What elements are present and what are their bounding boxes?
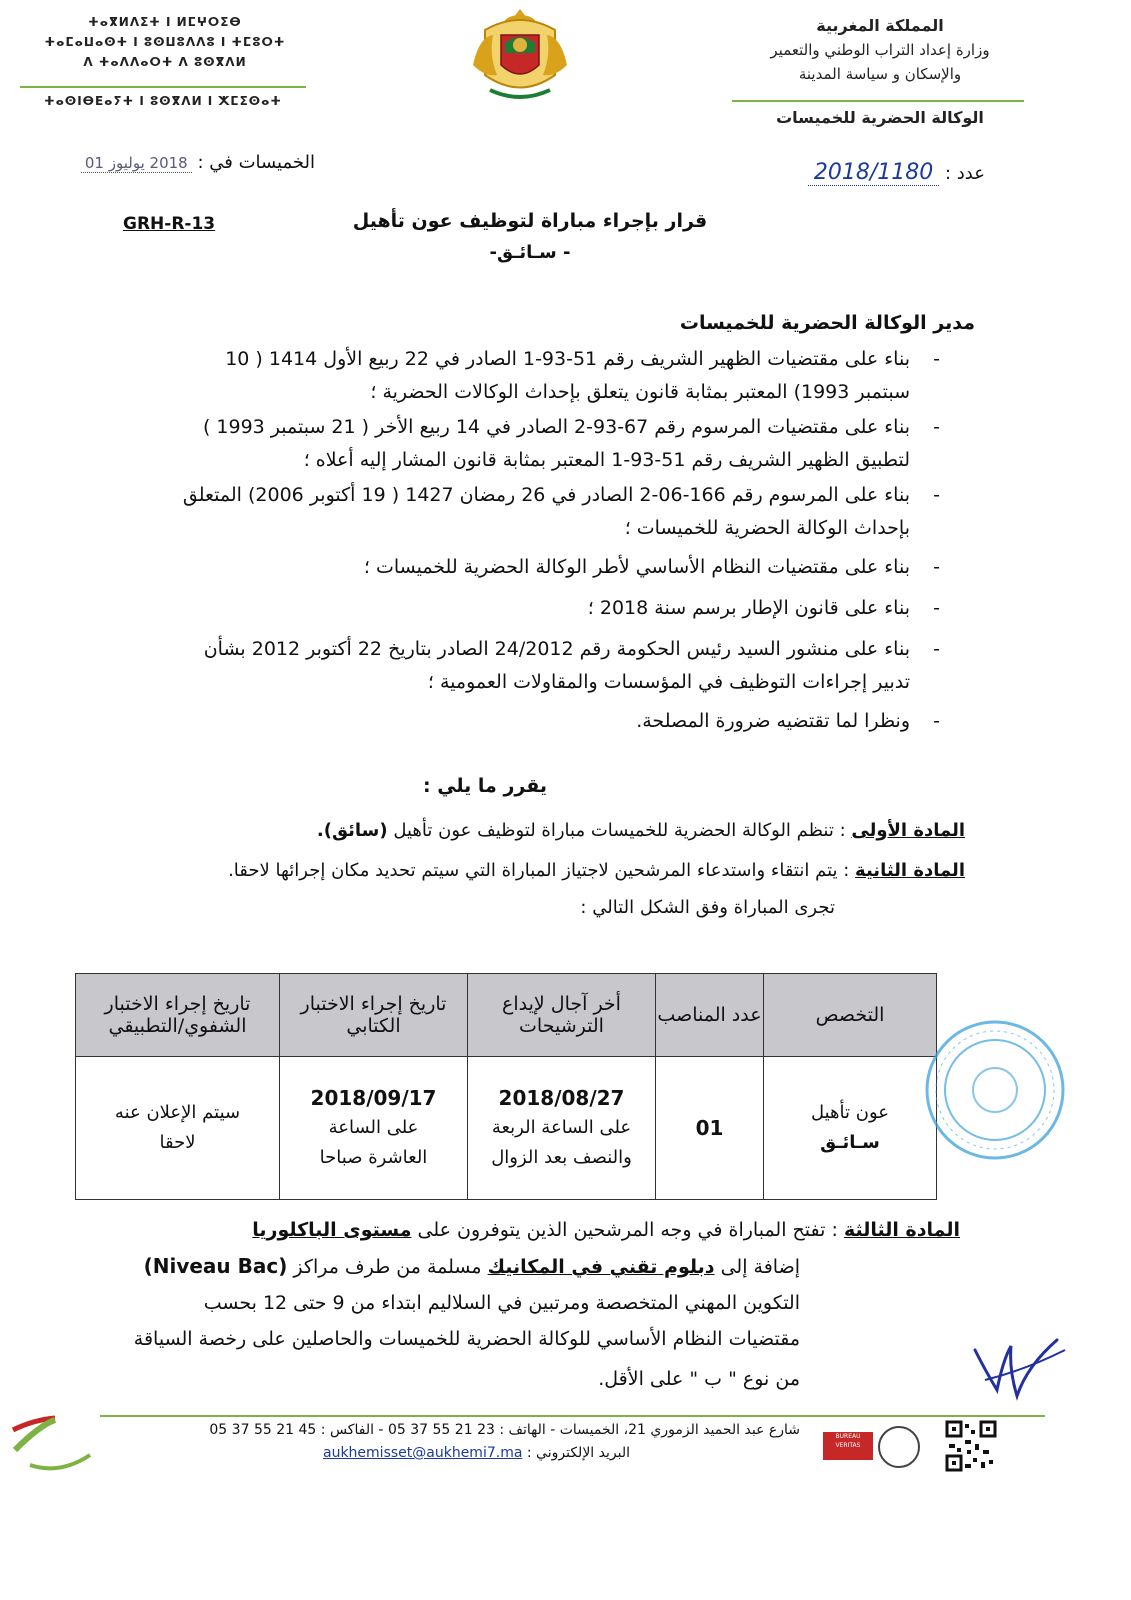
cell-written (280, 1057, 468, 1200)
footer-logo (5, 1410, 100, 1475)
director-heading: مدير الوكالة الحضرية للخميسات (679, 312, 975, 334)
cell-positions: 01 (656, 1057, 764, 1200)
preamble-item-1: - بناء على مقتضيات الظهير الشريف رقم 51-93-1 الصادر في 22 ربيع الأول 1414 ( 10 سبتمبر 1993) المعتبر بمثابة قانون يتعلق بإحداث الوكالات الحضرية ؛ (80, 343, 910, 409)
header-deadline: أخر آجال لإيداع الترشيحات (468, 974, 656, 1057)
article-3-label: المادة الثالثة (843, 1219, 960, 1241)
cell-oral (76, 1057, 280, 1200)
preamble-item-3: - بناء على المرسوم رقم 166-06-2 الصادر في 26 رمضان 1427 ( 19 أكتوبر 2006) المتعلق بإحداث الوكالة الحضرية للخميسات ؛ (80, 479, 910, 545)
reference-value: 2018/1180 (808, 160, 939, 186)
header-divider-right (732, 100, 1024, 102)
footer-address: شارع عبد الحميد الزموري 21، الخميسات - الهاتف : 23 21 55 37 05 - الفاكس : 45 21 55 37 05 (209, 1422, 800, 1438)
specialty-line-2: سـائـق (820, 1132, 880, 1153)
deadline-date: 2018/08/27 (498, 1086, 625, 1110)
preamble-item-5: - بناء على قانون الإطار برسم سنة 2018 ؛ (80, 592, 910, 625)
specialty-line-1: عون تأهيل (810, 1102, 890, 1123)
decides-heading: يقرر ما يلي : (422, 775, 548, 797)
signature (965, 1320, 1075, 1410)
header-divider-left (20, 86, 306, 88)
article-3-text-3: مسلمة من طرف مراكز (293, 1256, 482, 1278)
article-2 (150, 855, 965, 887)
article-3-text-2: إضافة إلى (720, 1256, 800, 1278)
preamble-item-3-line-2: بإحداث الوكالة الحضرية للخميسات ؛ (624, 517, 910, 539)
preamble-item-6-line-1: بناء على منشور السيد رئيس الحكومة رقم 24/2012 الصادر بتاريخ 22 أكتوبر 2012 بشأن (203, 638, 910, 660)
preamble-list (80, 343, 940, 738)
preamble-item-2-line-2: لتطبيق الظهير الشريف رقم 51-93-1 المعتبر بمثابة قانون المشار إليه أعلاه ؛ (303, 449, 910, 471)
preamble-item-2-line-1: بناء على مقتضيات المرسوم رقم 67-93-2 الصادر في 14 ربيع الأخر ( 21 سبتمبر 1993 ) (202, 416, 910, 438)
agency-name: الوكالة الحضرية للخميسات (776, 108, 984, 127)
article-1-text: : تنظم الوكالة الحضرية للخميسات مباراة لتوظيف عون تأهيل (393, 820, 846, 841)
article-1 (150, 815, 965, 847)
written-time-1: على الساعة (328, 1117, 419, 1138)
article-3 (70, 1212, 960, 1397)
tifinagh-line-2: ⵜⴰⵎⴰⵡⴰⵙⵜ ⵏ ⵓⵙⵡⵓⴷⴷⵓ ⵏ ⵜⵎⵓⵔⵜ (44, 35, 286, 49)
ministry-line-2: والإسكان و سياسة المدينة (798, 65, 962, 83)
header-specialty: التخصص (764, 974, 937, 1057)
tifinagh-line-1: ⵜⴰⴳⵍⴷⵉⵜ ⵏ ⵍⵎⵖⵔⵉⴱ (88, 15, 242, 29)
decision-subtitle: - سـائـق- (489, 242, 571, 263)
cell-deadline (468, 1057, 656, 1200)
reference-label: عدد : (945, 163, 985, 184)
oral-line-2: لاحقا (159, 1132, 196, 1153)
article-3-text-1: : تفتح المباراة في وجه المرشحين الذين يتوفرون على (417, 1219, 838, 1241)
preamble-item-7: - ونظرا لما تقتضيه ضرورة المصلحة. (80, 705, 910, 738)
preamble-item-4: - بناء على مقتضيات النظام الأساسي لأطر الوكالة الحضرية للخميسات ؛ (80, 551, 910, 584)
preamble-item-6: - بناء على منشور السيد رئيس الحكومة رقم 24/2012 الصادر بتاريخ 22 أكتوبر 2012 بشأن تدبير إجراءات التوظيف في المؤسسات والمقاولات العمومية ؛ (80, 633, 910, 699)
header-positions: عدد المناصب (656, 974, 764, 1057)
article-3-line-1 (70, 1212, 960, 1248)
preamble-item-3-line-1: بناء على المرسوم رقم 166-06-2 الصادر في 26 رمضان 1427 ( 19 أكتوبر 2006) المتعلق (182, 484, 910, 506)
header-oral-exam: تاريخ إجراء الاختبار الشفوي/التطبيقي (76, 974, 280, 1057)
coat-of-arms-emblem (465, 5, 575, 105)
date-label: الخميسات في : (197, 152, 315, 173)
article-2-text: : يتم انتقاء واستدعاء المرشحين لاجتياز المباراة التي سيتم تحديد مكان إجرائها لاحقا. (228, 860, 850, 881)
kingdom-name: المملكة المغربية (816, 16, 944, 35)
preamble-item-2: - بناء على مقتضيات المرسوم رقم 67-93-2 الصادر في 14 ربيع الأخر ( 21 سبتمبر 1993 ) لتطبيق الظهير الشريف رقم 51-93-1 المعتبر بمثابة قانون المشار إليه أعلاه ؛ (80, 411, 910, 477)
arabic-header (740, 14, 1020, 86)
decision-title: قرار بإجراء مباراة لتوظيف عون تأهيل (352, 210, 708, 232)
official-stamp (920, 1015, 1070, 1165)
table-row (76, 1057, 937, 1200)
document-code: GRH-R-13 (123, 214, 216, 234)
date-value: 2018 يوليوز 01 (81, 154, 192, 173)
article-1-label: المادة الأولى (851, 820, 965, 841)
qr-code-icon (945, 1420, 997, 1472)
article-3-diploma: دبلوم تقني في المكانيك (487, 1256, 715, 1278)
footer-divider (100, 1415, 1045, 1417)
preamble-item-1-line-1: بناء على مقتضيات الظهير الشريف رقم 51-93-1 الصادر في 22 ربيع الأول 1414 ( 10 (225, 348, 910, 370)
article-3-bac-level: مستوى الباكلوريا (252, 1219, 412, 1241)
footer-email-row (290, 1445, 630, 1461)
deadline-time-1: على الساعة الربعة (491, 1117, 632, 1138)
document-date (15, 152, 315, 173)
oral-line-1: سيتم الإعلان عنه (114, 1102, 241, 1123)
table-header-row (76, 974, 937, 1057)
cert-seal-icon (878, 1426, 920, 1468)
cell-specialty (764, 1057, 937, 1200)
preamble-item-5-line-1: بناء على قانون الإطار برسم سنة 2018 ؛ (587, 597, 910, 619)
deadline-time-2: والنصف بعد الزوال (491, 1147, 632, 1168)
preamble-item-6-line-2: تدبير إجراءات التوظيف في المؤسسات والمقاولات العمومية ؛ (427, 671, 910, 693)
header-written-exam: تاريخ إجراء الاختبار الكتابي (280, 974, 468, 1057)
tifinagh-agency: ⵜⴰⵙⵏⴱⴹⴰⵢⵜ ⵏ ⵓⵙⴳⴷⵍ ⵏ ⵅⵎⵉⵙⴰⵜ (44, 94, 282, 108)
written-time-2: العاشرة صباحا (319, 1147, 428, 1168)
written-date: 2018/09/17 (310, 1086, 437, 1110)
article-3-line-3: التكوين المهني المتخصصة ومرتبين في السلاليم ابتداء من 9 حتى 12 بحسب (203, 1292, 800, 1314)
preamble-item-7-line-1: ونظرا لما تقتضيه ضرورة المصلحة. (636, 710, 910, 732)
email-link[interactable]: aukhemisset@aukhemi7.ma (323, 1445, 523, 1461)
article-3-niveau-bac: (Niveau Bac) (143, 1254, 288, 1278)
article-3-line-2 (70, 1248, 960, 1285)
article-2-label: المادة الثانية (855, 860, 965, 881)
article-3-line-5: من نوع " ب " على الأقل. (598, 1368, 800, 1390)
cert-label: BUREAU VERITAS (823, 1432, 873, 1460)
tifinagh-header (20, 12, 310, 72)
preamble-item-1-line-2: سبتمبر 1993) المعتبر بمثابة قانون يتعلق بإحداث الوكالات الحضرية ؛ (370, 381, 910, 403)
reference-number (700, 160, 985, 185)
email-label: البريد الإلكتروني : (526, 1445, 630, 1461)
ministry-line-1: وزارة إعداد التراب الوطني والتعمير (770, 41, 990, 59)
article-1-bold: (سائق). (316, 820, 388, 841)
article-3-line-4: مقتضيات النظام الأساسي للوكالة الحضرية للخميسات والحاصلين على رخصة السياقة (133, 1328, 800, 1350)
competition-table (75, 973, 937, 1200)
preamble-item-4-line-1: بناء على مقتضيات النظام الأساسي لأطر الوكالة الحضرية للخميسات ؛ (363, 556, 910, 578)
certification-badge (823, 1424, 923, 1468)
tifinagh-line-3: ⴷ ⵜⴰⴷⴷⴰⵔⵜ ⴷ ⵓⵙⴳⴷⵍ (83, 55, 247, 69)
form-line: تجرى المباراة وفق الشكل التالي : (580, 897, 835, 918)
